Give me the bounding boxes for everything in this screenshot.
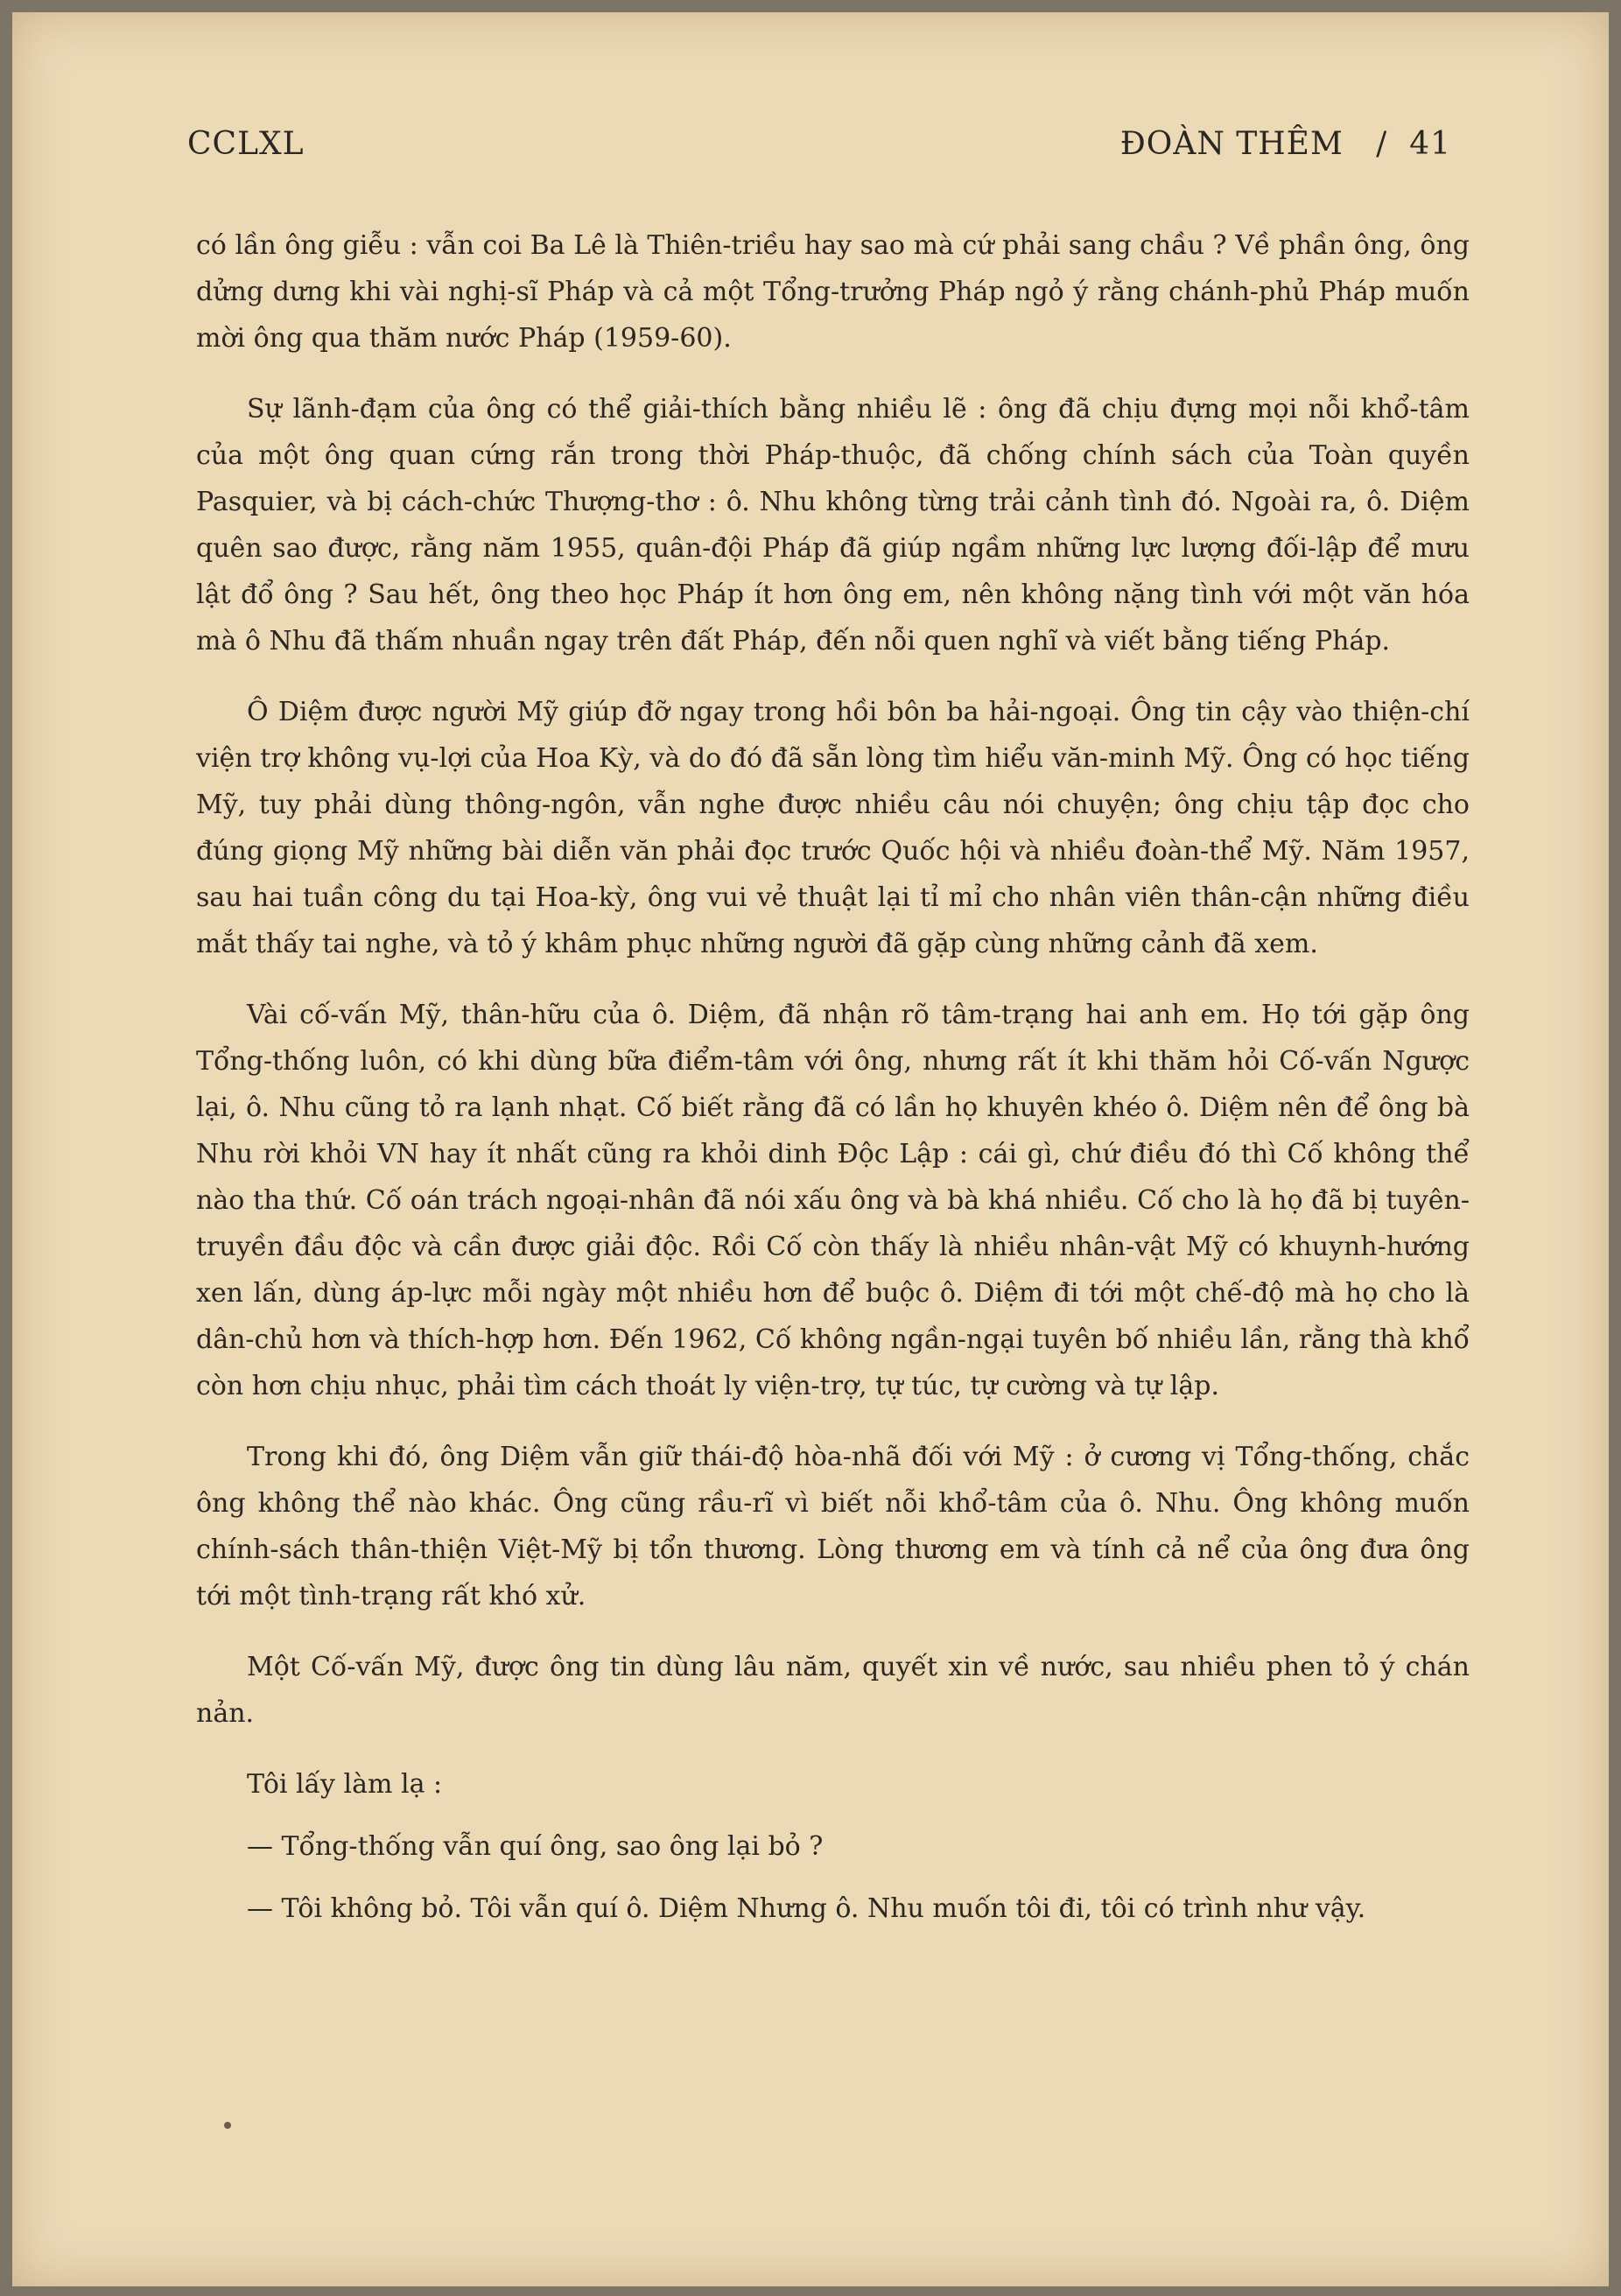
- dialogue-line: — Tôi không bỏ. Tôi vẫn quí ô. Diệm Nhưng ô. Nhu muốn tôi đi, tôi có trình như vậy.: [247, 1893, 1366, 1924]
- paragraph: Ô Diệm được người Mỹ giúp đỡ ngay trong hồi bôn ba hải-ngoại. Ông tin cậy vào thiện-chí viện trợ không vụ-lợi của Hoa Kỳ, và do đó đã sẵn lòng tìm hiểu văn-minh Mỹ. Ông có học tiếng Mỹ, tuy phải dùng thông-ngôn, vẫn nghe được nhiều câu nói chuyện; ông chịu tập đọc cho đúng giọng Mỹ những bài diễn văn phải đọc trước Quốc hội và nhiều đoàn-thể Mỹ. Năm 1957, sau hai tuần công du tại Hoa-kỳ, ông vui vẻ thuật lại tỉ mỉ cho nhân viên thân-cận những điều mắt thấy tai nghe, và tỏ ý khâm phục những người đã gặp cùng những cảnh đã xem.: [196, 697, 1470, 959]
- paragraph: có lần ông giễu : vẫn coi Ba Lê là Thiên-triều hay sao mà cứ phải sang chầu ? Về phần ông, ông dửng dưng khi vài nghị-sĩ Pháp và cả một Tổng-trưởng Pháp ngỏ ý rằng chánh-phủ Pháp muốn mời ông qua thăm nước Pháp (1959-60).: [196, 230, 1470, 354]
- page-number: 41: [1409, 126, 1451, 162]
- page-body: [196, 222, 1470, 1948]
- book-page: [12, 12, 1609, 2286]
- ink-speck: [224, 2122, 231, 2129]
- header-separator: /: [1376, 126, 1388, 162]
- chapter-code: CCLXL: [187, 126, 305, 162]
- paragraph: Một Cố-vấn Mỹ, được ông tin dùng lâu năm, quyết xin về nước, sau nhiều phen tỏ ý chán nản.: [196, 1652, 1470, 1729]
- paragraph: Trong khi đó, ông Diệm vẫn giữ thái-độ hòa-nhã đối với Mỹ : ở cương vị Tổng-thống, chắc ông không thể nào khác. Ông cũng rầu-rĩ vì biết nỗi khổ-tâm của ô. Nhu. Ông không muốn chính-sách thân-thiện Việt-Mỹ bị tổn thương. Lòng thương em và tính cả nể của ông đưa ông tới một tình-trạng rất khó xử.: [196, 1442, 1470, 1611]
- paragraph: Sự lãnh-đạm của ông có thể giải-thích bằng nhiều lẽ : ông đã chịu đựng mọi nỗi khổ-tâm của một ông quan cứng rắn trong thời Pháp-thuộc, đã chống chính sách của Toàn quyền Pasquier, và bị cách-chức Thượng-thơ : ô. Nhu không từng trải cảnh tình đó. Ngoài ra, ô. Diệm quên sao được, rằng năm 1955, quân-đội Pháp đã giúp ngầm những lực lượng đối-lập để mưu lật đổ ông ? Sau hết, ông theo học Pháp ít hơn ông em, nên không nặng tình với một văn hóa mà ô Nhu đã thấm nhuần ngay trên đất Pháp, đến nỗi quen nghĩ và viết bằng tiếng Pháp.: [196, 394, 1470, 657]
- dialogue-line: — Tổng-thống vẫn quí ông, sao ông lại bỏ ?: [247, 1831, 824, 1862]
- page-header: [187, 126, 1451, 170]
- running-title: ĐOÀN THÊM: [1119, 126, 1344, 162]
- paragraph: Tôi lấy làm lạ :: [247, 1769, 443, 1800]
- running-header: [1120, 126, 1451, 162]
- paragraph: Vài cố-vấn Mỹ, thân-hữu của ô. Diệm, đã nhận rõ tâm-trạng hai anh em. Họ tới gặp ông Tổng-thống luôn, có khi dùng bữa điểm-tâm với ông, nhưng rất ít khi thăm hỏi Cố-vấn Ngược lại, ô. Nhu cũng tỏ ra lạnh nhạt. Cố biết rằng đã có lần họ khuyên khéo ô. Diệm nên để ông bà Nhu rời khỏi VN hay ít nhất cũng ra khỏi dinh Độc Lập : cái gì, chứ điều đó thì Cố không thể nào tha thứ. Cố oán trách ngoại-nhân đã nói xấu ông và bà khá nhiều. Cố cho là họ đã bị tuyên-truyền đầu độc và cần được giải độc. Rồi Cố còn thấy là nhiều nhân-vật Mỹ có khuynh-hướng xen lấn, dùng áp-lực mỗi ngày một nhiều hơn để buộc ô. Diệm đi tới một chế-độ mà họ cho là dân-chủ hơn và thích-hợp hơn. Đến 1962, Cố không ngần-ngại tuyên bố nhiều lần, rằng thà khổ còn hơn chịu nhục, phải tìm cách thoát ly viện-trợ, tự túc, tự cường và tự lập.: [196, 1000, 1470, 1401]
